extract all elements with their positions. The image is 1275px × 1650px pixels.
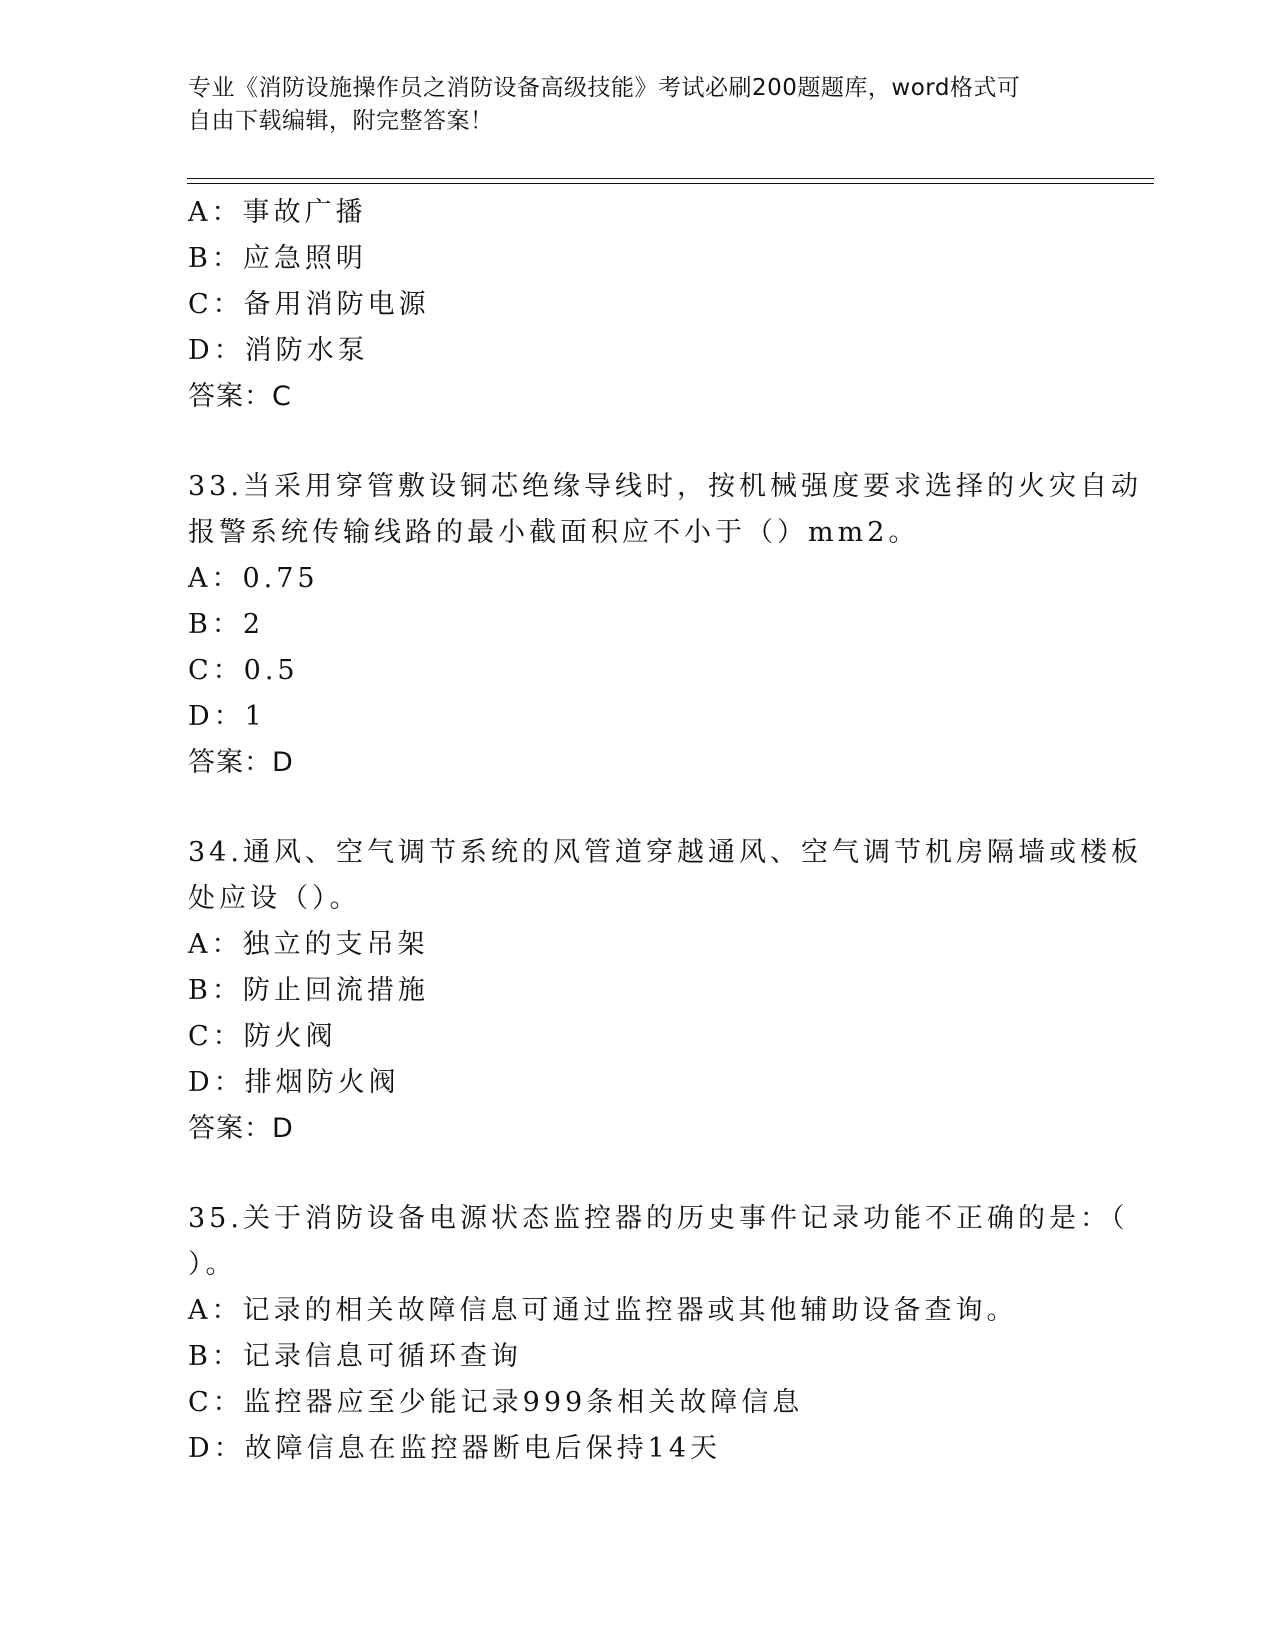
option-c: C：防火阀 — [188, 1021, 337, 1052]
question-33-text: 33.当采用穿管敷设铜芯绝缘导线时，按机械强度要求选择的火灾自动 — [188, 471, 1142, 502]
option-b: B：2 — [188, 609, 265, 640]
question-35-text: 35.关于消防设备电源状态监控器的历史事件记录功能不正确的是：（ — [188, 1203, 1129, 1234]
answer: 答案：D — [188, 747, 294, 778]
header-divider-top — [187, 178, 1154, 179]
header-line-1: 专业《消防设施操作员之消防设备高级技能》考试必刷200题题库，word格式可 — [188, 75, 1021, 101]
option-a: A：事故广播 — [188, 197, 367, 228]
option-a: A：独立的支吊架 — [188, 929, 429, 960]
option-a: A：记录的相关故障信息可通过监控器或其他辅助设备查询。 — [188, 1295, 1018, 1326]
question-34-text: 34.通风、空气调节系统的风管道穿越通风、空气调节机房隔墙或楼板 — [188, 837, 1142, 868]
answer: 答案：C — [188, 381, 292, 412]
option-c: C：0.5 — [188, 655, 299, 686]
document-header — [188, 72, 1088, 138]
question-list — [188, 190, 1142, 1472]
option-c: C：监控器应至少能记录999条相关故障信息 — [188, 1387, 804, 1418]
question-33-text-cont: 报警系统传输线路的最小截面积应不小于（）mm2。 — [188, 517, 920, 548]
option-b: B：防止回流措施 — [188, 975, 429, 1006]
option-b: B：记录信息可循环查询 — [188, 1341, 522, 1372]
question-34-text-cont: 处应设（）。 — [188, 883, 361, 914]
option-d: D：消防水泵 — [188, 335, 369, 366]
answer: 答案：D — [188, 1113, 294, 1144]
option-d: D：故障信息在监控器断电后保持14天 — [188, 1433, 722, 1464]
option-c: C：备用消防电源 — [188, 289, 430, 320]
option-b: B：应急照明 — [188, 243, 367, 274]
option-a: A：0.75 — [188, 563, 319, 594]
header-divider-bottom — [187, 183, 1154, 184]
option-d: D：1 — [188, 701, 266, 732]
header-line-2: 自由下载编辑，附完整答案！ — [188, 108, 494, 134]
question-35-text-cont: ）。 — [188, 1249, 237, 1280]
option-d: D：排烟防火阀 — [188, 1067, 400, 1098]
